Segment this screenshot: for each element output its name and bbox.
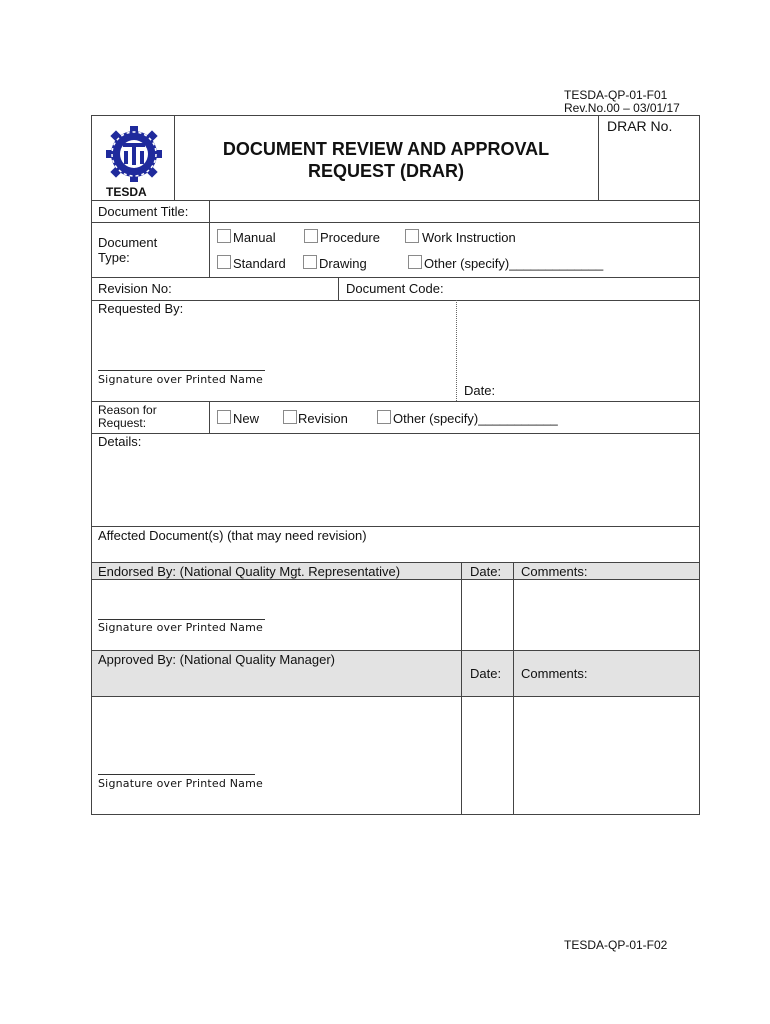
drar-number-label: DRAR No. xyxy=(607,118,673,134)
endorsed-comments-label: Comments: xyxy=(521,564,588,579)
form-code: TESDA-QP-01-F01 xyxy=(564,88,668,102)
other-type-label: Other (specify)_____________ xyxy=(424,256,604,271)
standard-checkbox[interactable] xyxy=(217,255,231,269)
reason-label: Reason for Request: xyxy=(98,403,157,430)
details-field[interactable] xyxy=(96,450,696,522)
other-type-checkbox[interactable] xyxy=(408,255,422,269)
document-type-label: Document Type: xyxy=(98,235,158,265)
endorsed-date-label: Date: xyxy=(470,564,502,579)
approved-by-label: Approved By: (National Quality Manager) xyxy=(98,652,336,667)
drawing-label: Drawing xyxy=(319,256,367,271)
other-reason-checkbox[interactable] xyxy=(377,410,391,424)
manual-label: Manual xyxy=(233,230,276,245)
endorsed-comments-field[interactable] xyxy=(515,581,698,648)
revision-label: Revision xyxy=(298,411,348,426)
approved-comments-label: Comments: xyxy=(521,666,588,681)
new-label: New xyxy=(233,411,260,426)
approved-date-label: Date: xyxy=(470,666,502,681)
page-title xyxy=(175,138,597,182)
procedure-label: Procedure xyxy=(320,230,380,245)
requested-signature-line xyxy=(98,370,265,371)
work-instruction-label: Work Instruction xyxy=(422,230,516,245)
endorsed-by-label: Endorsed By: (National Quality Mgt. Representative) xyxy=(98,564,401,579)
logo-text: TESDA xyxy=(106,185,147,199)
footer-form-code: TESDA-QP-01-F02 xyxy=(564,938,668,952)
revision-checkbox[interactable] xyxy=(283,410,297,424)
work-instruction-checkbox[interactable] xyxy=(405,229,419,243)
drawing-checkbox[interactable] xyxy=(303,255,317,269)
approved-signature-line xyxy=(98,774,255,775)
approved-date-field[interactable] xyxy=(463,698,511,813)
procedure-checkbox[interactable] xyxy=(304,229,318,243)
endorsed-date-field[interactable] xyxy=(463,581,511,648)
endorsed-signature-line xyxy=(98,619,265,620)
standard-label: Standard xyxy=(233,256,286,271)
approved-signature-caption: Signature over Printed Name xyxy=(98,777,263,790)
document-code-label: Document Code: xyxy=(346,281,444,296)
title-line-2: REQUEST (DRAR) xyxy=(308,161,464,181)
revision-no-label: Revision No: xyxy=(98,281,172,296)
other-reason-label: Other (specify)___________ xyxy=(393,411,558,426)
endorsed-signature-caption: Signature over Printed Name xyxy=(98,621,263,634)
requested-by-label: Requested By: xyxy=(98,301,184,316)
revision-number: Rev.No.00 – 03/01/17 xyxy=(564,101,680,115)
title-line-1: DOCUMENT REVIEW AND APPROVAL xyxy=(222,139,550,159)
requested-signature-caption: Signature over Printed Name xyxy=(98,373,263,386)
document-title-label: Document Title: xyxy=(98,204,189,219)
document-title-field[interactable] xyxy=(212,202,698,221)
requested-date-label: Date: xyxy=(464,383,496,398)
manual-checkbox[interactable] xyxy=(217,229,231,243)
approved-comments-field[interactable] xyxy=(515,698,698,813)
tesda-logo-icon xyxy=(101,121,167,187)
affected-documents-label: Affected Document(s) (that may need revision) xyxy=(98,528,367,543)
new-checkbox[interactable] xyxy=(217,410,231,424)
details-label: Details: xyxy=(98,434,142,449)
